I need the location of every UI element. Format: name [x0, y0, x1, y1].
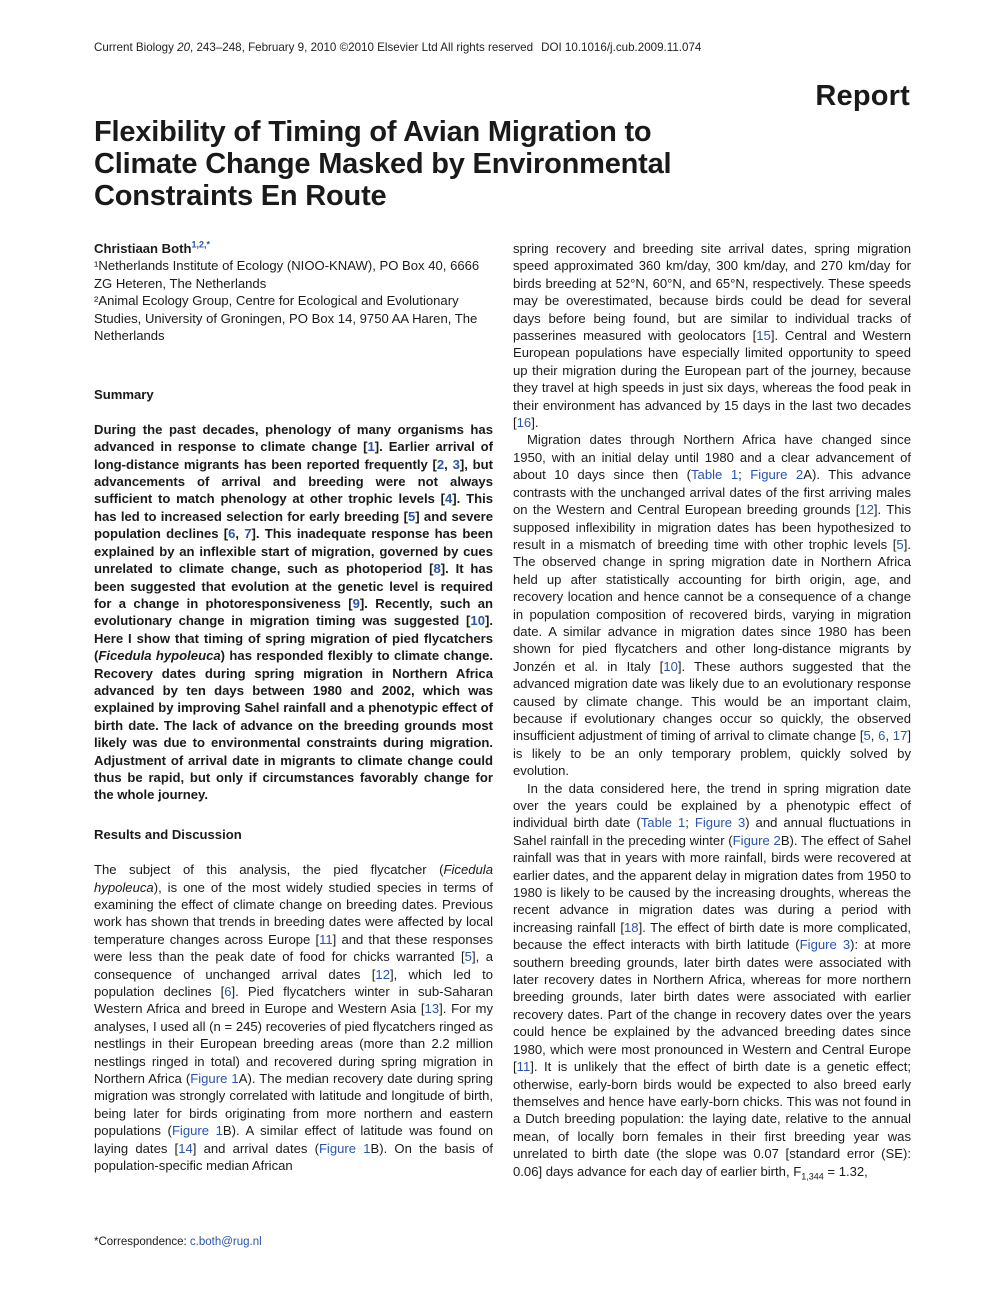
figure-link[interactable]: Figure 1: [318, 1140, 371, 1156]
results-paragraph-1: The subject of this analysis, the pied flycatcher (Ficedula hypoleuca), is one of the most widely studied species in terms of examining the effect of climate change on breeding dates. Previous work has shown that trends in breeding dates were affected by local temperature changes across Europe [11] and that these responses were less than the peak date of food for chicks warranted [5], a consequence of unchanged arrival dates [12], which led to population declines [6]. Pied flycatchers winter in sub-Saharan Western Africa and breed in Europe and Western Asia [13]. For my analyses, I used all (n = 245) recoveries of pied flycatchers ringed as nestlings in their European breeding areas (more than 2.2 million nestlings ringed in total) and recovered during spring migration in Northern Africa (Figure 1A). The median recovery date during spring migration was strongly correlated with latitude and longitude of birth, being later for birds originating from more northern and eastern populations (Figure 1B). A similar effect of latitude was found on laying dates [14] and arrival dates (Figure 1B). On the basis of population-specific median African: [94, 862, 494, 1174]
ref-link[interactable]: 10: [470, 613, 485, 629]
author-affiliation-marks[interactable]: 1,2,*: [191, 239, 210, 250]
ref-link[interactable]: 18: [623, 919, 639, 935]
correspondence-label: *Correspondence:: [94, 1236, 190, 1248]
ref-link[interactable]: 7: [244, 526, 252, 542]
correspondence-note: [94, 1236, 262, 1248]
left-column: [94, 240, 493, 1175]
ref-link[interactable]: 6: [228, 526, 236, 542]
correspondence-email-link[interactable]: c.both@rug.nl: [189, 1236, 262, 1248]
ref-link[interactable]: 12: [375, 966, 390, 982]
ref-link[interactable]: 5: [896, 536, 904, 552]
author-name: Christiaan Both: [94, 241, 192, 256]
affiliation-2: ²Animal Ecology Group, Centre for Ecological and Evolutionary Studies, University of Groningen, PO Box 14, 9750 AA Haren, The Netherlands: [94, 293, 478, 344]
ref-link[interactable]: 9: [352, 595, 360, 611]
figure-link[interactable]: Figure 1: [190, 1071, 239, 1087]
table-link[interactable]: Table 1: [640, 815, 686, 831]
section-label: Report: [815, 80, 910, 112]
results-paragraph-3: Migration dates through Northern Africa have changed since 1950, with an initial delay until 1980 and a clear advancement of about 10 days since then (Table 1; Figure 2A). This advance contrasts with the unchanged arrival dates of the first arriving males on the Western and Central European breeding grounds [12]. This supposed inflexibility in migration dates has been hypothesized to result in a mismatch of breeding time with other trophic levels [5]. The observed change in spring migration date in Northern Africa held up after statistically accounting for birth origin, age, and recovery location and hence cannot be a consequence of a change in population composition of recovered birds, varying in migration date. A similar advance in migration dates since 1980 has been shown for pied flycatchers and other long-distance migrants by Jonzén et al. in Italy [10]. These authors suggested that the advanced migration date was likely due to an evolutionary response caused by climate change. This would be an important claim, because if evolutionary changes occur so quickly, the observed insufficient adjustment of timing of arrival to climate change [5, 6, 17] is likely to be an only temporary problem, quickly solved by evolution.: [513, 432, 912, 779]
results-paragraph-4: In the data considered here, the trend in spring migration date over the years could be explained by a phenotypic effect of individual birth date (Table 1; Figure 3) and annual fluctuations in Sahel rainfall in the preceding winter (Figure 2B). The effect of Sahel rainfall was that in years with more rainfall, birds were recovered at earlier dates, and the apparent delay in migration dates from 1950 to 1980 is likely to be caused by the increasing droughts, whereas the recent advance in migration dates was during a period with increasing rainfall [18]. The effect of birth date is more complicated, because the effect interacts with birth latitude (Figure 3): at more southern breeding grounds, later birth dates were associated with later recovery dates in Northern Africa, whereas for more northern breeding grounds, later birth dates were associated with earlier recovery dates. Part of the change in recovery dates over the years could hence be explained by the advanced breeding dates since 1980, which were most pronounced in Western and Central Europe [11]. It is unlikely that the effect of birth date is a genetic effect; otherwise, early-born birds would be expected to also breed early themselves and hence have early-born chicks. This was not found in a Dutch breeding population: the laying date, relative to the annual mean, of locally born females in their first breeding year was unrelated to birth date (the slope was 0.07 [standard error (SE): 0.06] days advance for each day of earlier birth, $F_{1,344} = 1.32$,: [513, 780, 912, 1182]
figure-link[interactable]: Figure 2: [732, 832, 781, 848]
journal-pages-date: , 243–248, February 9, 2010 ©2010 Elsevier Ltd All rights reserved: [190, 41, 534, 54]
ref-link[interactable]: 12: [859, 502, 874, 518]
summary-paragraph: During the past decades, phenology of many organisms has advanced in response to climate change [1]. Earlier arrival of long-distance migrants has been reported frequently [2, 3], but advancements of arrival and breeding were not always sufficient to match phenology at other trophic levels [4]. This has led to increased selection for early breeding [5] and severe population declines [6, 7]. This inadequate response has been explained by an inflexible start of migration, governed by cues unrelated to climate change, such as photoperiod [8]. It has been suggested that evolution at the genetic level is required for a change in photoresponsiveness [9]. Recently, such an evolutionary change in migration timing was suggested [10]. Here I show that timing of spring migration of pied flycatchers (Ficedula hypoleuca) has responded flexibly to climate change. Recovery dates during spring migration in Northern Africa advanced by ten days between 1980 and 2002, which was explained by improving Sahel rainfall and a phenotypic effect of birth date. The lack of advance on the breeding grounds most likely was due to environmental constraints during migration. Adjustment of arrival date in migrants to climate change could thus be rapid, but only if circumstances favorably change for the whole journey.: [94, 421, 494, 803]
ref-link[interactable]: 5: [464, 949, 472, 965]
ref-link[interactable]: 2: [436, 456, 445, 472]
author-line: [94, 240, 493, 257]
ref-link[interactable]: 5: [407, 508, 416, 524]
figure-link[interactable]: Figure 3: [799, 937, 851, 953]
affiliations: [94, 257, 493, 344]
ref-link[interactable]: 6: [224, 984, 232, 1000]
affiliation-1: ¹Netherlands Institute of Ecology (NIOO-KNAW), PO Box 40, 6666 ZG Heteren, The Netherlands: [94, 258, 480, 291]
figure-link[interactable]: Figure 3: [694, 815, 746, 831]
results-heading: Results and Discussion: [94, 826, 242, 842]
figure-link[interactable]: Figure 2: [750, 467, 804, 483]
ref-link[interactable]: 10: [663, 658, 678, 674]
ref-link[interactable]: 17: [892, 728, 908, 744]
doi: DOI 10.1016/j.cub.2009.11.074: [541, 41, 702, 54]
ref-link[interactable]: 11: [516, 1059, 531, 1075]
ref-link[interactable]: 8: [433, 561, 441, 577]
journal-volume: 20: [177, 41, 191, 54]
ref-link[interactable]: 14: [178, 1140, 193, 1156]
ref-link[interactable]: 16: [516, 415, 532, 431]
ref-link[interactable]: 11: [319, 931, 333, 947]
summary-heading: Summary: [94, 387, 154, 403]
table-link[interactable]: Table 1: [691, 467, 739, 483]
figure-link[interactable]: Figure 1: [171, 1123, 223, 1139]
ref-link[interactable]: 5: [863, 728, 871, 744]
running-header: [94, 41, 701, 54]
ref-link[interactable]: 1: [367, 439, 375, 455]
ref-link[interactable]: 4: [445, 491, 453, 507]
ref-link[interactable]: 6: [878, 728, 886, 744]
ref-link[interactable]: 13: [424, 1001, 440, 1017]
ref-link[interactable]: 3: [452, 456, 460, 472]
journal-name: Current Biology: [94, 41, 178, 54]
right-column: [513, 240, 911, 1180]
article-title: Flexibility of Timing of Avian Migration to Climate Change Masked by Environmental Constraints En Route: [94, 116, 672, 212]
results-paragraph-2: spring recovery and breeding site arrival dates, spring migration speed approximated 360 km/day, 300 km/day, and 270 km/day for birds breeding at 52°N, 60°N, and 65°N, respectively. These speeds may be overestimated, because birds could be dead for several days before being found, but are similar to individual tracks of passerines measured with geolocators [15]. Central and Western European populations have especially limited opportunity to speed up their migration during the European part of the journey, because they travel at high speeds in just six days, whereas the food peak in their environment has advanced by 15 days in the last two decades [16].: [513, 241, 911, 431]
ref-link[interactable]: 15: [756, 328, 771, 344]
